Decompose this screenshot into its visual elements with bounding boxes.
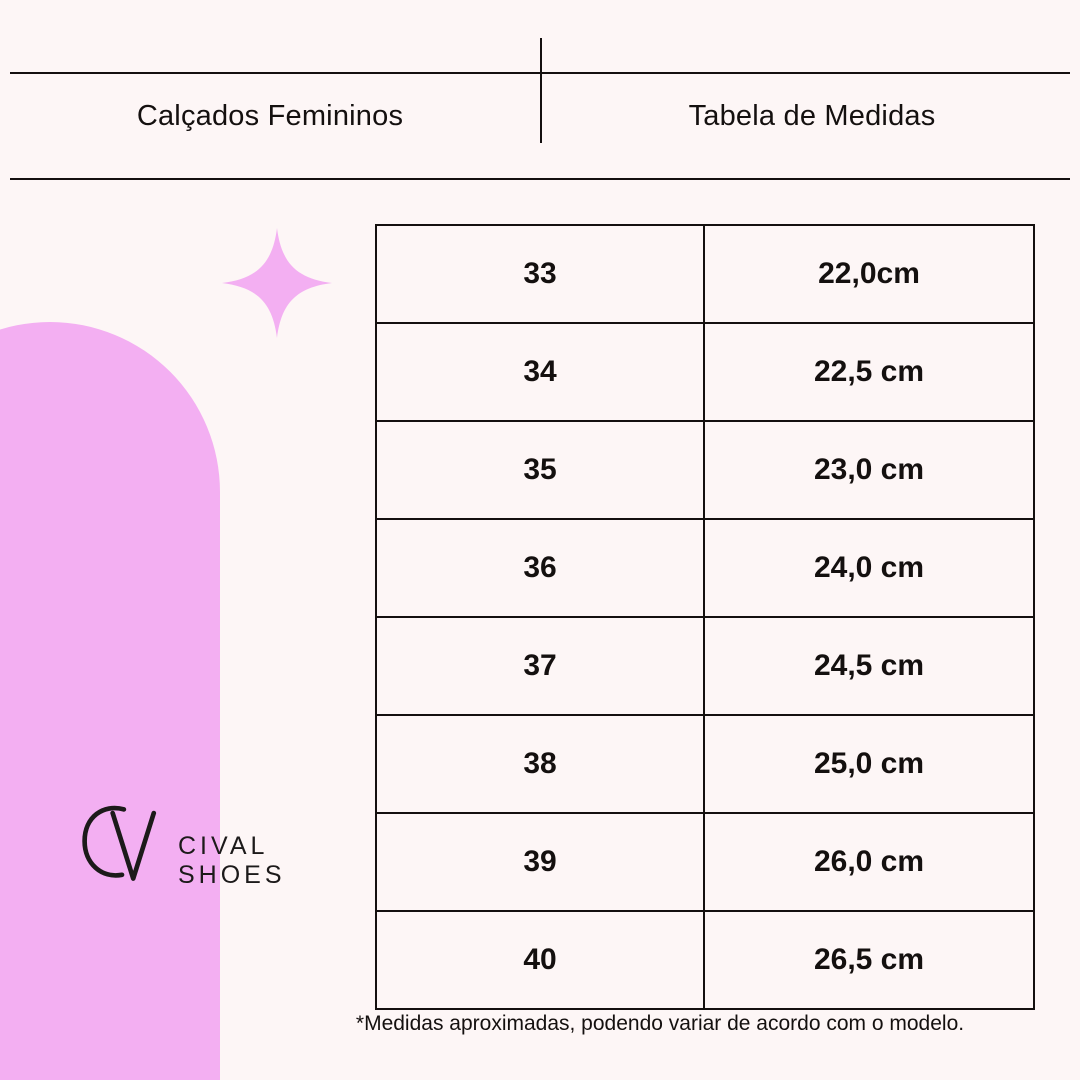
cell-size: 35	[376, 421, 704, 519]
cell-size: 37	[376, 617, 704, 715]
cell-size: 34	[376, 323, 704, 421]
header-vertical-divider	[540, 38, 542, 143]
table-row	[376, 225, 1034, 323]
brand-logo	[74, 800, 374, 890]
cell-measure: 24,5 cm	[704, 617, 1034, 715]
cell-size: 36	[376, 519, 704, 617]
table-row	[376, 911, 1034, 1009]
cell-size: 38	[376, 715, 704, 813]
cell-size: 39	[376, 813, 704, 911]
table-row	[376, 715, 1034, 813]
footnote-text: *Medidas aproximadas, podendo variar de acordo com o modelo.	[355, 1012, 965, 1035]
decorative-blob	[0, 322, 220, 1080]
cell-size: 40	[376, 911, 704, 1009]
table-row	[376, 421, 1034, 519]
four-point-star-icon	[222, 228, 332, 338]
cell-measure: 23,0 cm	[704, 421, 1034, 519]
header-bottom-rule	[10, 178, 1070, 180]
cell-measure: 22,5 cm	[704, 323, 1034, 421]
cell-measure: 24,0 cm	[704, 519, 1034, 617]
size-table-container	[375, 224, 1025, 1010]
cell-measure: 26,5 cm	[704, 911, 1034, 1009]
cv-monogram-icon	[74, 800, 170, 886]
table-row	[376, 617, 1034, 715]
brand-name: CIVAL SHOES	[178, 832, 286, 889]
cell-size: 33	[376, 225, 704, 323]
size-table-body	[376, 225, 1034, 1009]
table-row	[376, 813, 1034, 911]
header-chart-title: Tabela de Medidas	[688, 100, 936, 132]
cell-measure: 22,0cm	[704, 225, 1034, 323]
cell-measure: 25,0 cm	[704, 715, 1034, 813]
cell-measure: 26,0 cm	[704, 813, 1034, 911]
size-table	[375, 224, 1035, 1010]
table-row	[376, 323, 1034, 421]
header-category-title: Calçados Femininos	[136, 100, 404, 132]
table-row	[376, 519, 1034, 617]
